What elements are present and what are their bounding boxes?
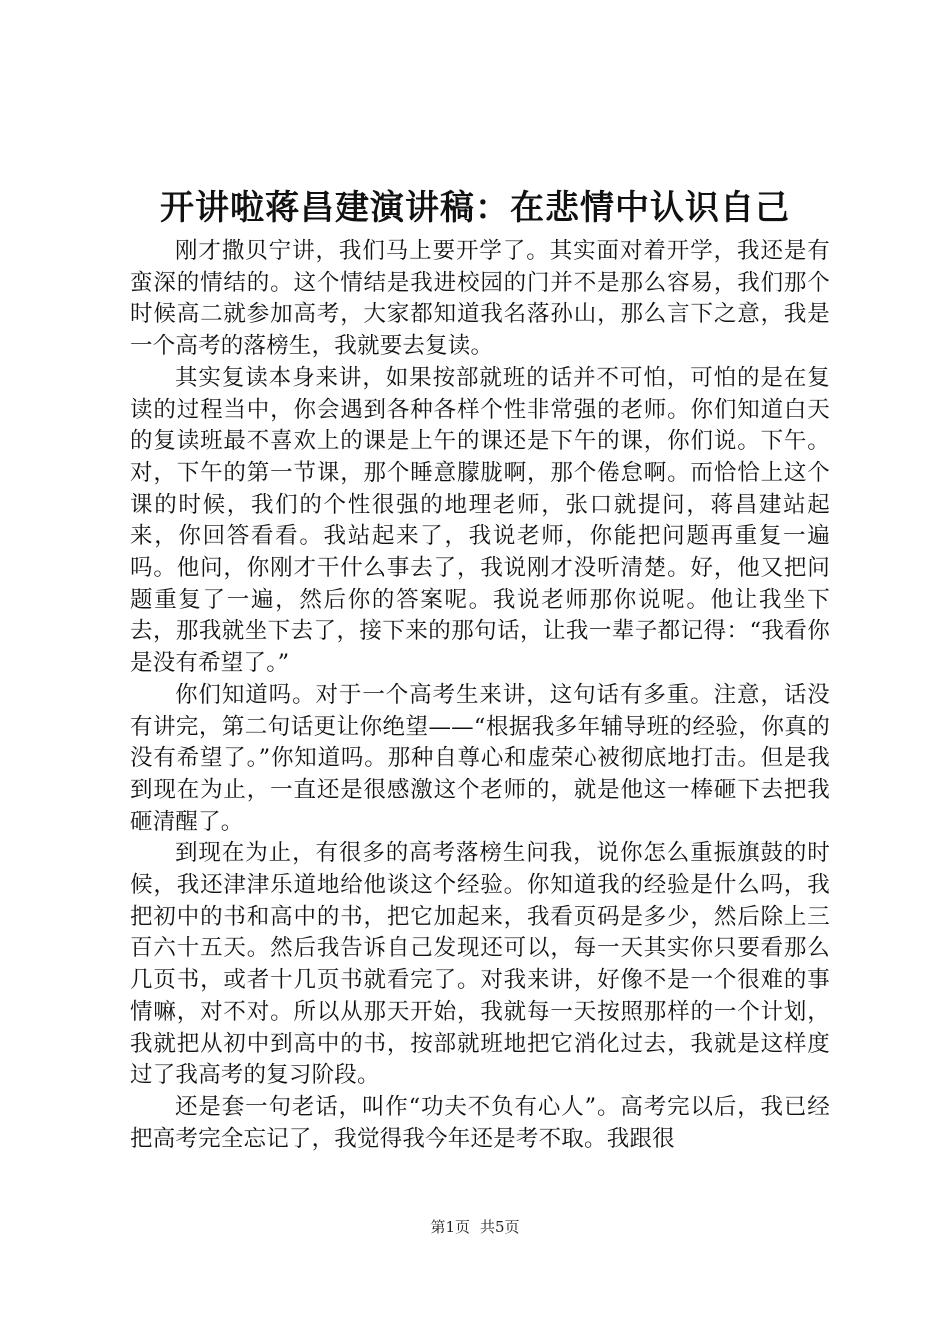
paragraph-1: 刚才撒贝宁讲，我们马上要开学了。其实面对着开学，我还是有蛮深的情结的。这个情结是我进校园的门并不是那么容易，我们那个时候高二就参加高考，大家都知道我名落孙山，那么言下之意，我是一个高考的落榜生，我就要去复读。: [130, 238, 830, 360]
page-number-current: 第1页: [430, 1218, 470, 1236]
paragraph-3: 你们知道吗。对于一个高考生来讲，这句话有多重。注意，话没有讲完，第二句话更让你绝望——“根据我多年辅导班的经验，你真的没有希望了。”你知道吗。那种自尊心和虚荣心被彻底地打击。但是我到现在为止，一直还是很感激这个老师的，就是他这一棒砸下去把我砸清醒了。: [130, 681, 830, 835]
paragraph-5: 还是套一句老话，叫作“功夫不负有心人”。高考完以后，我已经把高考完全忘记了，我觉得我今年还是考不取。我跟很: [130, 1093, 830, 1152]
paragraph-2: 其实复读本身来讲，如果按部就班的话并不可怕，可怕的是在复读的过程当中，你会遇到各种各样个性非常强的老师。你们知道白天的复读班最不喜欢上的课是上午的课还是下午的课，你们说。下午。对，下午的第一节课，那个睡意朦胧啊，那个倦怠啊。而恰恰上这个课的时候，我们的个性很强的地理老师，张口就提问，蒋昌建站起来，你回答看看。我站起来了，我说老师，你能把问题再重复一遍吗。他问，你刚才干什么事去了，我说刚才没听清楚。好，他又把问题重复了一遍，然后你的答案呢。我说老师那你说呢。他让我坐下去，那我就坐下去了，接下来的那句话，让我一辈子都记得：“我看你是没有希望了。”: [130, 364, 830, 677]
paragraph-4: 到现在为止，有很多的高考落榜生问我，说你怎么重振旗鼓的时候，我还津津乐道地给他谈这个经验。你知道我的经验是什么吗，我把初中的书和高中的书，把它加起来，我看页码是多少，然后除上三百六十五天。然后我告诉自己发现还可以，每一天其实你只要看那么几页书，或者十几页书就看完了。对我来讲，好像不是一个很难的事情嘛，对不对。所以从那天开始，我就每一天按照那样的一个计划，我就把从初中到高中的书，按部就班地把它消化过去，我就是这样度过了我高考的复习阶段。: [130, 840, 830, 1089]
document-title: 开讲啦蒋昌建演讲稿：在悲情中认识自己: [160, 188, 790, 228]
page-footer: [0, 1216, 950, 1238]
page-number-total: 共5页: [480, 1218, 520, 1236]
document-body: [130, 236, 830, 1155]
